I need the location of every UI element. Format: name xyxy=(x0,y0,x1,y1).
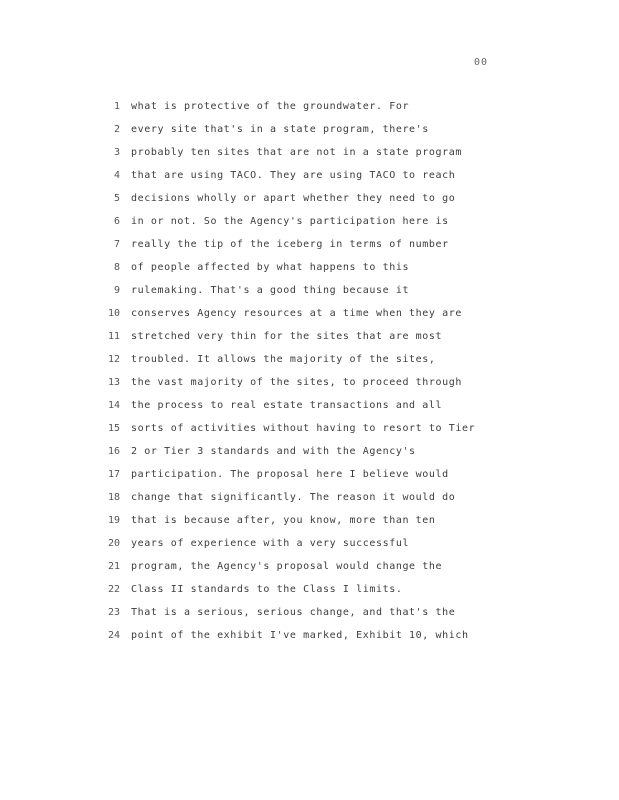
transcript-line xyxy=(98,348,478,371)
line-number: 12 xyxy=(107,354,120,365)
line-number: 16 xyxy=(107,446,120,457)
line-text: in or not. So the Agency's participation here is xyxy=(131,216,449,227)
line-text: change that significantly. The reason it would do xyxy=(131,492,456,503)
transcript-line xyxy=(98,417,478,440)
transcript-line xyxy=(98,95,478,118)
line-text: sorts of activities without having to resort to Tier xyxy=(131,423,476,434)
line-number: 23 xyxy=(107,607,120,618)
transcript-line xyxy=(98,394,478,417)
transcript-line xyxy=(98,279,478,302)
line-number: 14 xyxy=(107,400,120,411)
transcript-line xyxy=(98,578,478,601)
transcript-line xyxy=(98,509,478,532)
transcript-line xyxy=(98,440,478,463)
line-text: that are using TACO. They are using TACO to reach xyxy=(131,170,456,181)
line-number: 24 xyxy=(107,630,120,641)
transcript-line xyxy=(98,486,478,509)
line-number: 15 xyxy=(107,423,120,434)
line-number: 20 xyxy=(107,538,120,549)
line-number: 6 xyxy=(113,216,120,227)
line-text: stretched very thin for the sites that are most xyxy=(131,331,443,342)
transcript-body xyxy=(98,95,478,647)
line-number: 19 xyxy=(107,515,120,526)
transcript-line xyxy=(98,118,478,141)
transcript-line xyxy=(98,187,478,210)
line-text: Class II standards to the Class I limits. xyxy=(131,584,403,595)
line-text: the process to real estate transactions and all xyxy=(131,400,443,411)
line-number: 22 xyxy=(107,584,120,595)
line-number: 11 xyxy=(107,331,120,342)
transcript-line xyxy=(98,371,478,394)
line-text: 2 or Tier 3 standards and with the Agency's xyxy=(131,446,416,457)
page-number: 00 xyxy=(474,57,489,68)
transcript-line xyxy=(98,210,478,233)
line-text: point of the exhibit I've marked, Exhibit 10, which xyxy=(131,630,469,641)
transcript-line xyxy=(98,233,478,256)
line-text: program, the Agency's proposal would change the xyxy=(131,561,443,572)
transcript-line xyxy=(98,302,478,325)
transcript-line xyxy=(98,164,478,187)
transcript-line xyxy=(98,601,478,624)
line-number: 4 xyxy=(113,170,120,181)
transcript-line xyxy=(98,463,478,486)
line-number: 10 xyxy=(107,308,120,319)
line-text: of people affected by what happens to this xyxy=(131,262,410,273)
line-number: 17 xyxy=(107,469,120,480)
line-number: 2 xyxy=(113,124,120,135)
line-number: 7 xyxy=(113,239,120,250)
line-text: participation. The proposal here I believe would xyxy=(131,469,449,480)
transcript-line xyxy=(98,141,478,164)
line-text: really the tip of the iceberg in terms of number xyxy=(131,239,449,250)
transcript-line xyxy=(98,325,478,348)
line-number: 9 xyxy=(113,285,120,296)
line-text: what is protective of the groundwater. For xyxy=(131,101,410,112)
line-number: 1 xyxy=(113,101,120,112)
line-text: That is a serious, serious change, and that's the xyxy=(131,607,456,618)
line-number: 8 xyxy=(113,262,120,273)
line-number: 18 xyxy=(107,492,120,503)
line-number: 13 xyxy=(107,377,120,388)
line-number: 3 xyxy=(113,147,120,158)
line-text: the vast majority of the sites, to proceed through xyxy=(131,377,463,388)
line-text: decisions wholly or apart whether they need to go xyxy=(131,193,456,204)
transcript-line xyxy=(98,532,478,555)
transcript-line xyxy=(98,624,478,647)
line-text: probably ten sites that are not in a state program xyxy=(131,147,463,158)
line-text: conserves Agency resources at a time when they are xyxy=(131,308,463,319)
line-text: rulemaking. That's a good thing because it xyxy=(131,285,410,296)
line-number: 5 xyxy=(113,193,120,204)
line-text: every site that's in a state program, there's xyxy=(131,124,429,135)
line-text: years of experience with a very successful xyxy=(131,538,410,549)
line-text: that is because after, you know, more than ten xyxy=(131,515,436,526)
transcript-line xyxy=(98,555,478,578)
line-number: 21 xyxy=(107,561,120,572)
line-text: troubled. It allows the majority of the sites, xyxy=(131,354,436,365)
transcript-line xyxy=(98,256,478,279)
